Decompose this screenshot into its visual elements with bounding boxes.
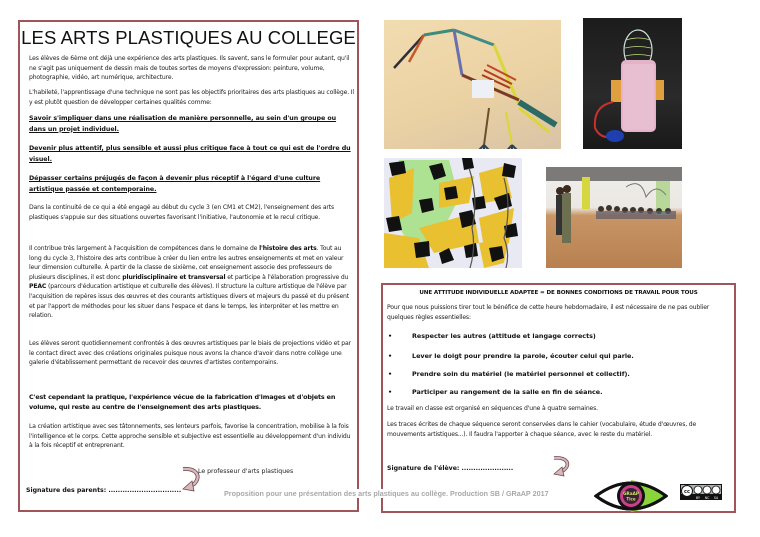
art-history-paragraph (29, 244, 354, 321)
creation-paragraph: La création artistique avec ses tâtonnements, ses lenteurs parfois, favorise la concentration, mobilise à la fois l'intelligence et le corps. Cette approche sensible et subjective est essentielle au développement d'un individu à la fois réceptif et entreprenant. (29, 423, 351, 450)
quality-item-2: Devenir plus attentif, plus sensible et aussi plus critique face à tout ce qui est de l'ordre du visuel. (29, 145, 351, 163)
curved-arrow-icon (180, 466, 204, 496)
page-title: LES ARTS PLASTIQUES AU COLLEGE (21, 27, 356, 48)
graap-eye-logo-icon (594, 476, 668, 516)
art-history-text-3: et participe à l'élaboration progressive du (225, 273, 349, 281)
creative-commons-badge-icon (680, 484, 722, 500)
art-history-bold-3: PEAC (29, 283, 47, 291)
license-term-nc: NC (704, 495, 710, 500)
sequences-text: Le travail en classe est organisé en séquences d'une à quatre semaines. (387, 405, 598, 412)
curved-arrow-icon (551, 455, 573, 481)
art-history-bold-1: l'histoire des arts (259, 245, 317, 252)
rules-intro: Pour que nous puissions tirer tout le bénéfice de cette heure hebdomadaire, il est nécessaire de ne pas oublier quelques règles essentielles: (387, 304, 710, 321)
notebook-text: Les traces écrites de chaque séquence seront conservées dans le cahier (vocabulaire, étude d'œuvres, de mouvements artistiques...). Il faudra l'apporter à chaque séance, avec le reste du matériel. (387, 421, 697, 438)
license-term-sa: SA (713, 495, 719, 500)
rule-text: Prendre soin du matériel (le matériel personnel et collectif). (412, 370, 630, 378)
art-history-text-4: (parcours d'éducation artistique et culturelle des élèves). Il structure la culture artistique de l'élève par l'acquisition de repères issus des œuvres et des courants artistiques divers et majeurs du passé et du présent et par l'apport de méthodes pour les situer dans l'espace et dans le temps, les interpréter et les mettre en relation. (29, 283, 349, 320)
left-panel (18, 20, 359, 512)
art-history-bold-2: pluridisciplinaire et transversal (122, 273, 226, 281)
practice-paragraph: C'est cependant la pratique, l'expérience vécue de la fabrication d'images et d'objets en volume, qui reste au centre de l'enseignement des arts plastiques. (29, 393, 336, 412)
pencil-bird-photo (384, 20, 561, 149)
rule-item (388, 388, 603, 396)
confrontation-paragraph: Les élèves seront quotidiennement confrontés à des œuvres artistiques par le biais de projections vidéo et par le contact direct avec des créations originales puisque nous avons la chance d'avoir dans notre collège une galerie d'établissement permettant de recevoir des œuvres d'artistes contemporains. (29, 340, 351, 367)
rule-text: Participer au rangement de la salle en fin de séance. (412, 388, 603, 396)
classroom-activity-photo (546, 167, 682, 268)
rule-text: Respecter les autres (attitude et langage corrects) (412, 332, 596, 340)
collage-artwork-photo (384, 158, 522, 268)
bullet-icon: • (388, 352, 393, 360)
bullet-icon: • (388, 388, 393, 396)
rule-item (388, 370, 630, 378)
logo-text-2: Tice (626, 496, 636, 502)
rule-text: Lever le doigt pour prendre la parole, écouter celui qui parle. (412, 352, 634, 360)
bullet-icon: • (388, 332, 393, 340)
rule-item (388, 352, 634, 360)
rule-item (388, 332, 596, 340)
art-history-text-1: Il contribue très largement à l'acquisition de compétences dans le domaine de (29, 245, 260, 252)
bullet-icon: • (388, 370, 393, 378)
intro-paragraph-2: L'habileté, l'apprentissage d'une technique ne sont pas les objectifs prioritaires des arts plastiques au collège. Il y est plutôt question de développer certaines qualités comme: (29, 89, 354, 106)
footer-credit: Proposition pour une présentation des arts plastiques au collège. Production SB / GRaAP 2017 (224, 489, 549, 498)
art-history-text-2: . Tout au long du cycle 3, l'histoire des arts contribue à créer du lien entre les autres enseignements et met en valeur leur dimension culturelle. À partir de la classe de sixième, cet enseignement associe des professeurs de plusieurs disciplines, il est donc (29, 245, 344, 281)
bottle-robot-photo (583, 18, 682, 149)
continuity-paragraph: Dans la continuité de ce qui a été engagé au début du cycle 3 (en CM1 et CM2), l'enseignement des arts plastiques s'appuie sur des situations ouvertes favorisant l'initiative, l'autonomie et le recul critique. (29, 204, 335, 221)
intro-paragraph-1: Les élèves de 6ème ont déjà une expérience des arts plastiques. Ils savent, sans le formuler pour autant, qu'il ne s'agit pas uniquement de dessin mais de toutes sortes de moyens d'expression: peinture, volume, photographie, vidéo, art numérique, architecture. (29, 55, 350, 82)
right-panel (381, 283, 736, 513)
teacher-label: Le professeur d'arts plastiques (198, 468, 294, 475)
license-term-by: BY (696, 495, 700, 500)
logo-text-1: GRaAP (623, 491, 639, 496)
student-signature-field[interactable]: Signature de l'élève: ...................... (387, 465, 514, 472)
rules-heading: UNE ATTITUDE INDIVIDUELLE ADAPTEE = DE BONNES CONDITIONS DE TRAVAIL POUR TOUS (419, 290, 698, 296)
parents-signature-field[interactable]: Signature des parents: ............................... (26, 487, 182, 494)
quality-item-1: Savoir s'impliquer dans une réalisation de manière personnelle, au sein d'un groupe ou dans un projet individuel. (29, 115, 337, 133)
cc-text: cc (684, 489, 690, 495)
quality-item-3: Dépasser certains préjugés de façon à devenir plus réceptif à l'égard d'une culture artistique passée et contemporaine. (29, 175, 321, 193)
